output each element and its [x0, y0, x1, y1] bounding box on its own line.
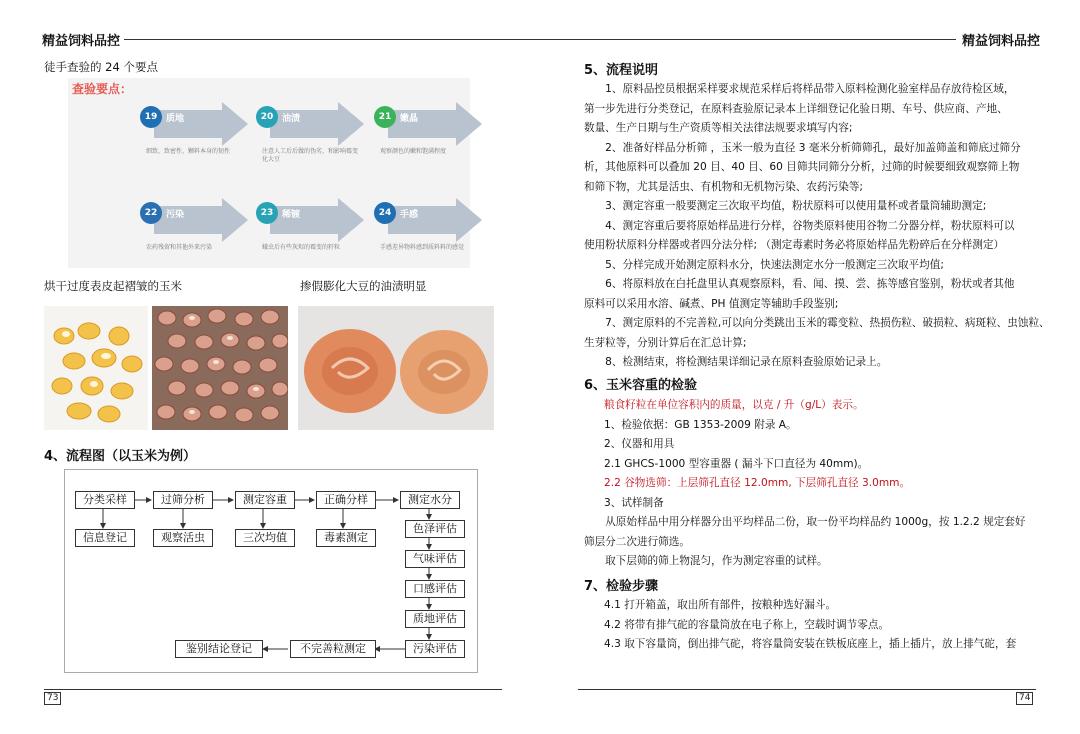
key-point-card	[140, 190, 248, 262]
header-right-title: 精益饲料品控	[962, 34, 1041, 49]
card-description: 手感差异物料感到质料料的感觉	[380, 244, 465, 251]
section-6-title: 6、玉米容重的检验	[584, 378, 698, 393]
flow-box: 质地评估	[405, 610, 465, 628]
key-points-panel	[68, 78, 470, 268]
flow-box: 过筛分析	[153, 491, 213, 509]
flow-box: 测定水分	[400, 491, 460, 509]
arrow-shape-icon	[154, 198, 248, 242]
card-name: 稀镀	[282, 210, 301, 220]
s6-line-1: 1、检验依据：GB 1353-2009 附录 A。	[604, 418, 797, 431]
key-points-heading: 徒手查验的 24 个要点	[44, 60, 158, 74]
key-point-card	[374, 94, 482, 166]
section-7-body	[584, 596, 1044, 655]
s6-sieve: 2.2 谷物选筛：上层筛孔直径 12.0mm, 下层筛孔直径 3.0mm。	[604, 477, 911, 489]
flow-box: 观察活虫	[153, 529, 213, 547]
s6-line-5a: 从原始样品中用分样器分出平均样品二份，取一份平均样品约 1000g，按 1.2.2 规定套好	[584, 516, 1026, 528]
flow-box: 气味评估	[405, 550, 465, 568]
flow-box: 三次均值	[235, 529, 295, 547]
s5-line: 生芽粒等，分别计算后在汇总计算;	[584, 336, 747, 349]
corn-kernels-image	[44, 306, 148, 430]
card-description: 细致、致密性、颗料本身的韧性	[146, 148, 231, 155]
s6-line-6: 取下层筛的筛上物混匀，作为测定容重的试样。	[584, 555, 828, 567]
flow-box: 分类采样	[75, 491, 135, 509]
s5-line: 1、原料品控员根据采样要求规范采样后将样品带入原料检测化验室样品存放待检区域，	[584, 83, 1015, 95]
card-number-badge: 24	[374, 202, 396, 224]
s5-line: 使用粉状原料分样器或者四分法分样; （测定毒素时务必将原始样品先粉碎后在分样测定）	[584, 239, 1005, 251]
key-point-card	[256, 190, 364, 262]
flow-box: 污染评估	[405, 640, 465, 658]
key-point-card	[256, 94, 364, 166]
flow-box: 鉴别结论登记	[175, 640, 263, 658]
flow-box: 不完善粒测定	[290, 640, 376, 658]
s5-line: 3、测定容重一般要测定三次取平均值，粉状原料可以使用量杯或者量筒辅助测定;	[584, 200, 987, 212]
flowchart	[64, 469, 478, 673]
card-description: 农药残留和其他外来污染	[146, 244, 213, 251]
card-description: 观察颜色的嫩和饱满程度	[380, 148, 447, 155]
flow-box: 测定容重	[235, 491, 295, 509]
s6-line-2: 2、仪器和用具	[604, 438, 675, 450]
caption-corn: 烘干过度表皮起褶皱的玉米	[44, 279, 182, 293]
card-number-badge: 21	[374, 106, 396, 128]
s5-line: 6、将原料放在白托盘里认真观察原料，看、闻、摸、尝、拣等感官鉴别，粉状或者其他	[584, 278, 1015, 290]
section-5-title: 5、流程说明	[584, 63, 659, 78]
s7-line-1: 4.1 打开箱盖，取出所有部件，按粮种选好漏斗。	[604, 599, 837, 611]
flow-box: 信息登记	[75, 529, 135, 547]
s5-line: 原料可以采用水溶、碱煮、PH 值测定等辅助手段鉴别;	[584, 297, 839, 310]
s6-line-5b: 筛层分二次进行筛选。	[584, 535, 690, 548]
card-name: 污染	[166, 210, 185, 220]
corn-photo-1	[44, 306, 148, 430]
s5-line: 2、准备好样品分析筛 ，玉米一般为直径 3 毫米分析筛筛孔，最好加盖筛盖和筛底过筛分	[584, 141, 1021, 154]
corn-pile-image	[152, 306, 288, 430]
card-name: 嫩晶	[400, 114, 419, 124]
s6-line-4: 3、试样制备	[604, 496, 664, 509]
card-number-badge: 19	[140, 106, 162, 128]
card-name: 油渍	[282, 114, 301, 124]
header-rule	[124, 39, 956, 40]
key-point-card	[374, 190, 482, 262]
corn-photo-2	[152, 306, 288, 430]
caption-soy: 掺假膨化大豆的油渍明显	[300, 279, 427, 293]
flow-heading: 4、流程图（以玉米为例）	[44, 449, 197, 464]
page-number-left: 73	[44, 692, 61, 705]
soy-powder-image	[298, 306, 494, 430]
card-number-badge: 23	[256, 202, 278, 224]
s5-line: 析，其他原料可以叠加 20 目、40 目、60 目筛共同筛分分析，过筛的时候要细致观察筛上物	[584, 161, 1020, 173]
arrow-shape-icon	[270, 102, 364, 146]
key-point-card	[140, 94, 248, 166]
footer-rule-left	[44, 689, 502, 690]
s7-line-3: 4.3 取下容量筒，倒出排气砣，将容量筒安装在铁板底座上，插上插片，放上排气砣，套	[604, 638, 1017, 650]
flow-box: 毒素测定	[316, 529, 376, 547]
s5-line: 第一步先进行分类登记，在原料查验原记录本上详细登记化验日期、车号、供应商、产地、	[584, 102, 1008, 115]
page-number-right: 74	[1016, 692, 1033, 705]
s7-line-2: 4.2 将带有排气砣的容量筒放在电子称上，空载时调节零点。	[604, 618, 890, 631]
footer-rule-right	[578, 689, 1036, 690]
section-6-body	[584, 396, 1044, 572]
s5-line: 4、测定容重后要将原始样品进行分样，谷物类原料使用谷物二分器分样，粉状原料可以	[584, 219, 1015, 232]
s5-line: 7、测定原料的不完善粒,可以向分类跳出玉米的霉变粒、热损伤粒、破损粒、病斑粒、虫蚀粒、	[584, 317, 1050, 329]
panel-title: 查验要点：	[72, 82, 133, 96]
s5-line: 8、检测结束，将检测结果详细记录在原料查验原始记录上。	[584, 356, 888, 368]
arrow-shape-icon	[388, 198, 482, 242]
s5-line: 数量、生产日期与生产资质等相关法律法规要求填写内容;	[584, 122, 853, 134]
s6-line-3: 2.1 GHCS-1000 型容重器 ( 漏斗下口直径为 40mm)。	[604, 457, 869, 470]
flow-box: 口感评估	[405, 580, 465, 598]
section-7-title: 7、检验步骤	[584, 579, 659, 594]
arrow-shape-icon	[270, 198, 364, 242]
section-5-body	[584, 80, 1050, 373]
flow-box: 正确分样	[316, 491, 376, 509]
arrow-shape-icon	[154, 102, 248, 146]
s5-line: 5、分样完成开始测定原料水分，快速法测定水分一般测定三次取平均值;	[584, 258, 944, 271]
card-description: 蛾虫后有些灰烬的霉变的籽粒	[262, 244, 341, 251]
card-name: 手感	[400, 210, 419, 220]
s5-line: 和筛下物，尤其是活虫、有机物和无机物污染、农药污染等;	[584, 180, 864, 193]
card-description: 注意人工后后做的伪劣，和影响霉变化大豆	[262, 148, 359, 163]
flow-box: 色泽评估	[405, 520, 465, 538]
card-number-badge: 22	[140, 202, 162, 224]
card-name: 质地	[166, 114, 185, 124]
arrow-shape-icon	[388, 102, 482, 146]
header-left-title: 精益饲料品控	[42, 34, 121, 49]
soy-photo	[298, 306, 494, 430]
card-number-badge: 20	[256, 106, 278, 128]
s6-definition: 粮食籽粒在单位容积内的质量，以克 / 升（g/L）表示。	[604, 399, 864, 411]
